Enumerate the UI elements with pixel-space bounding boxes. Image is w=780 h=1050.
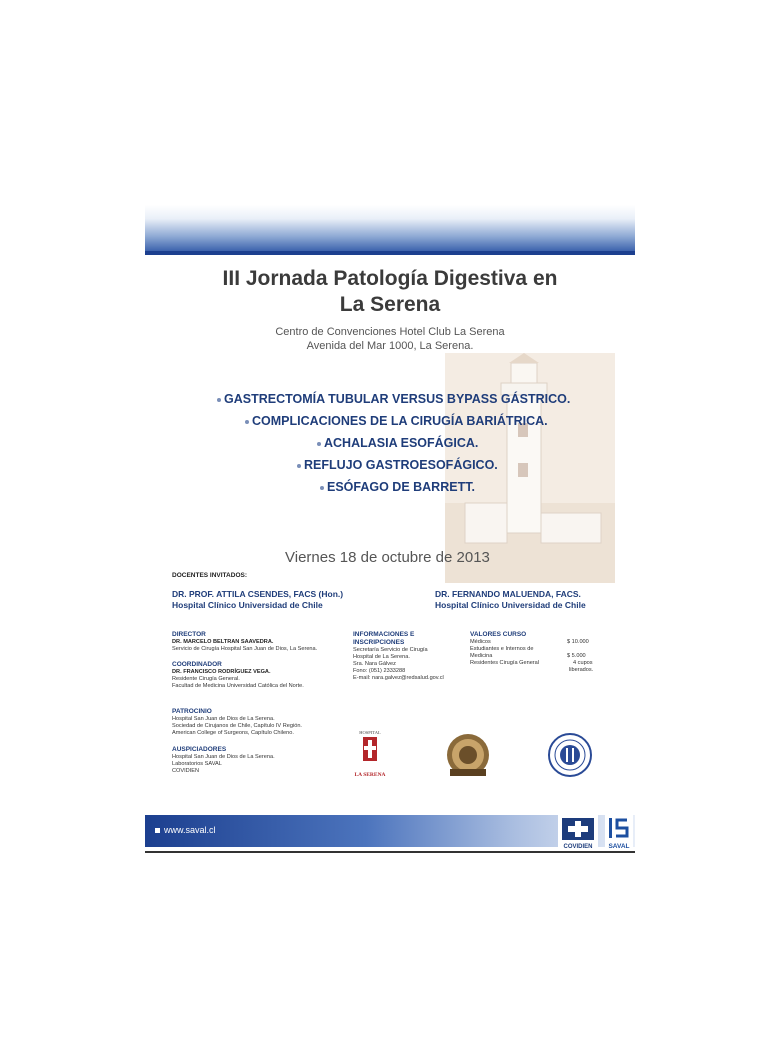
valores-price: $ 10.000 (567, 639, 589, 645)
informaciones-line: Sra. Nara Gálvez (353, 661, 396, 667)
informaciones-label-1: INFORMACIONES E (353, 631, 415, 638)
docente-left-affiliation: Hospital Clínico Universidad de Chile (172, 600, 323, 610)
coordinador-name: DR. FRANCISCO RODRÍGUEZ VEGA. (172, 669, 271, 675)
valores-item: Medicina (470, 653, 493, 659)
informaciones-email: E-mail: nara.galvez@redsalud.gov.cl (353, 675, 444, 681)
auspiciadores-line: COVIDIEN (172, 768, 200, 774)
bullet-icon (217, 398, 221, 402)
patrocinio-label: PATROCINIO (172, 708, 212, 715)
covidien-logo (558, 815, 598, 851)
website-link[interactable]: www.saval.cl (155, 825, 216, 835)
auspiciadores-line: Hospital San Juan de Dios de La Serena. (172, 754, 275, 760)
valores-item: Estudiantes e Internos de (470, 646, 534, 652)
valores-price: liberados. (569, 667, 594, 673)
american-college-surgeons-seal (547, 732, 593, 778)
director-label: DIRECTOR (172, 631, 206, 638)
square-bullet-icon (155, 828, 160, 833)
valores-label: VALORES CURSO (470, 631, 527, 638)
top-header-band (145, 205, 635, 251)
informaciones-line: Fono: (051) 2333288 (353, 668, 406, 674)
informaciones-line: Hospital de La Serena. (353, 654, 410, 660)
docente-right-name: DR. FERNANDO MALUENDA, FACS. (435, 589, 581, 599)
informaciones-label-2: INSCRIPCIONES (353, 639, 405, 646)
valores-item: Médicos (470, 639, 491, 645)
valores-price: $ 5.000 (567, 653, 586, 659)
topic-item-5: ESÓFAGO DE BARRETT. (320, 480, 475, 494)
event-date: Viernes 18 de octubre de 2013 (285, 549, 490, 566)
patrocinio-line: Hospital San Juan de Dios de La Serena. (172, 716, 275, 722)
topic-item-2: COMPLICACIONES DE LA CIRUGÍA BARIÁTRICA. (245, 414, 548, 428)
sociedad-cirujanos-seal (445, 731, 491, 779)
bullet-icon (317, 442, 321, 446)
docente-left-name: DR. PROF. ATTILA CSENDES, FACS (Hon.) (172, 589, 344, 599)
svg-text:LA SERENA: LA SERENA (354, 772, 386, 778)
venue-line-2: Avenida del Mar 1000, La Serena. (306, 340, 474, 352)
svg-text:SAVAL: SAVAL (608, 843, 630, 850)
bullet-icon (297, 464, 301, 468)
topic-item-1: GASTRECTOMÍA TUBULAR VERSUS BYPASS GÁSTRICO. (217, 392, 570, 406)
bullet-icon (245, 420, 249, 424)
patrocinio-line: Sociedad de Cirujanos de Chile, Capítulo IV Región. (172, 723, 302, 729)
title-line-1: III Jornada Patología Digestiva en (222, 267, 558, 290)
auspiciadores-label: AUSPICIADORES (172, 746, 227, 753)
coordinador-label: COORDINADOR (172, 661, 222, 668)
coordinador-detail-2: Facultad de Medicina Universidad Católica del Norte. (172, 683, 304, 689)
director-name: DR. MARCELO BELTRAN SAAVEDRA. (172, 639, 274, 645)
bullet-icon (320, 486, 324, 490)
event-poster (145, 205, 635, 855)
docente-right-affiliation: Hospital Clínico Universidad de Chile (435, 600, 586, 610)
footer-divider (145, 851, 635, 853)
patrocinio-line: American College of Surgeons, Capítulo Chileno. (172, 730, 294, 736)
hospital-la-serena-logo (350, 728, 390, 783)
saval-logo (605, 815, 633, 851)
informaciones-line: Secretaría Servicio de Cirugía (353, 647, 428, 653)
valores-item: Residentes Cirugía General (470, 660, 540, 666)
svg-text:COVIDIEN: COVIDIEN (563, 844, 593, 850)
topic-item-4: REFLUJO GASTROESOFÁGICO. (297, 458, 498, 472)
docentes-heading: DOCENTES INVITADOS: (172, 572, 247, 579)
venue-line-1: Centro de Convenciones Hotel Club La Serena (275, 326, 505, 338)
title-line-2: La Serena (339, 293, 441, 316)
auspiciadores-line: Laboratorios SAVAL (172, 761, 222, 767)
coordinador-detail-1: Residente Cirugía General. (172, 676, 240, 682)
director-detail: Servicio de Cirugía Hospital San Juan de Dios, La Serena. (172, 646, 318, 652)
svg-text:HOSPITAL: HOSPITAL (359, 730, 381, 735)
valores-price: 4 cupos (573, 660, 593, 666)
topic-item-3: ACHALASIA ESOFÁGICA. (317, 436, 478, 450)
